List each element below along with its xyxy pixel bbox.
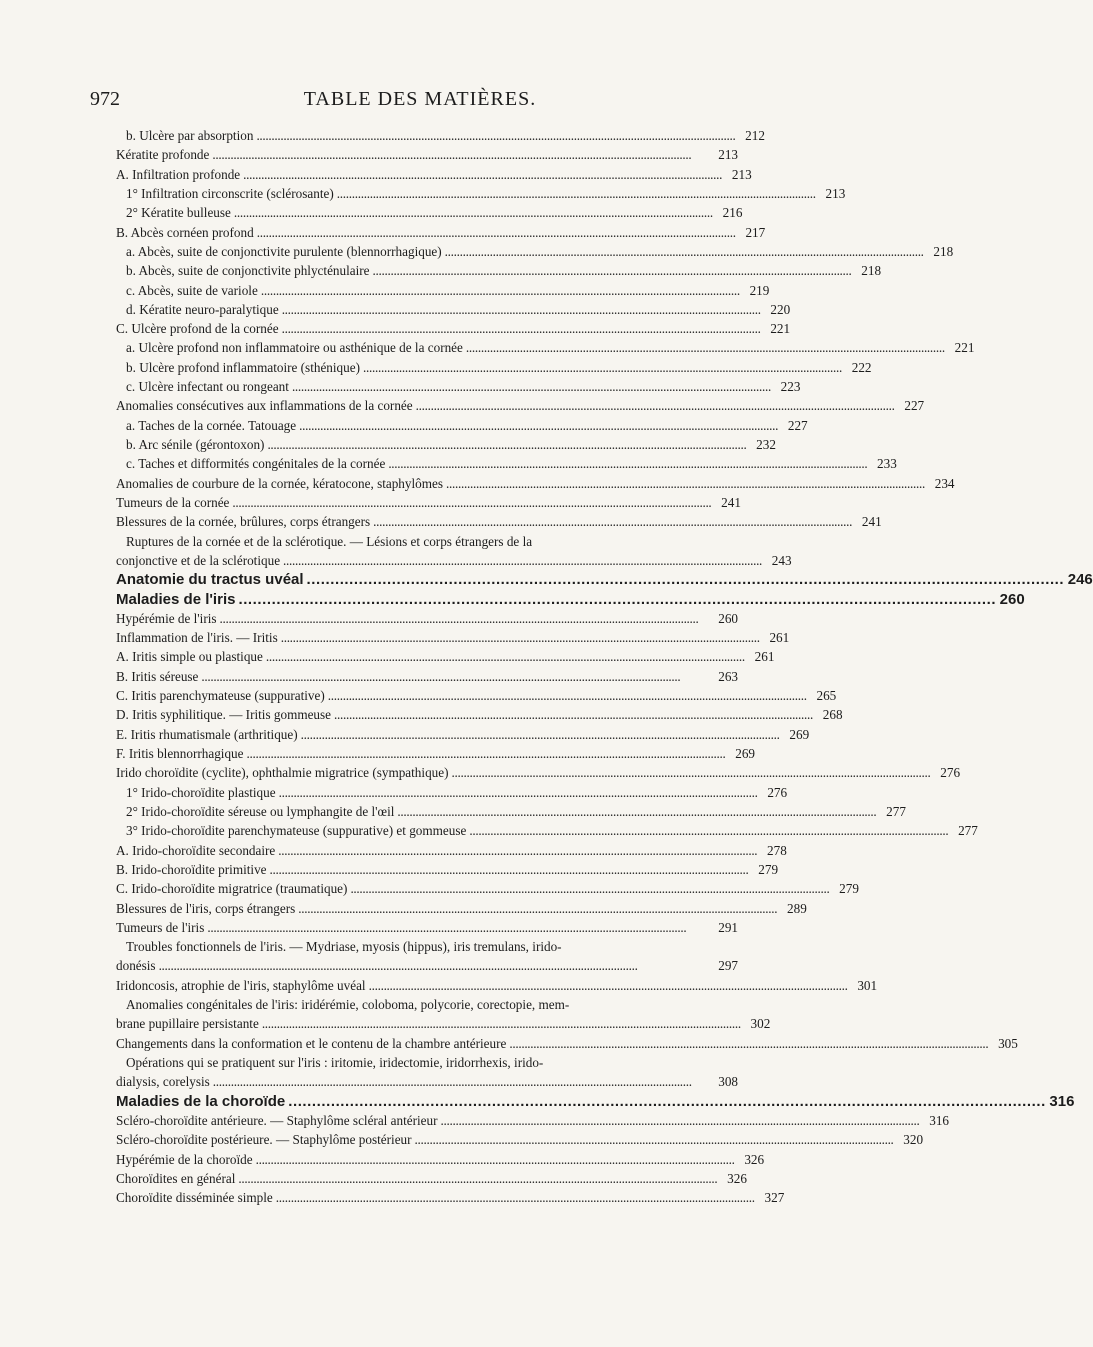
toc-entry-label: Maladies de l'iris [116,590,236,608]
toc-entry [116,281,770,300]
toc-entry-page: 227 [787,417,808,433]
toc-entry [116,145,738,164]
toc-entry-page: 301 [857,977,878,993]
toc-entry-label: Blessures de l'iris, corps étrangers [116,900,296,916]
dot-leader [207,918,707,937]
dot-leader [299,416,777,435]
toc-entry [116,300,791,319]
toc-entry-page: 276 [767,784,788,800]
toc-entry [116,435,776,454]
toc-entry-label: F. Iritis blennorrhagique [116,746,244,761]
toc-entry-label: A. Irido-choroïdite secondaire [116,842,276,858]
toc-entry-page: 260 [999,590,1025,608]
toc-entry-label: a. Taches de la cornée. Tatouage [126,417,297,433]
toc-entry [116,841,787,860]
toc-entry [116,744,756,763]
toc-section-heading [116,1092,1075,1111]
toc-entry-page: 308 [718,1074,738,1090]
dot-leader [159,956,707,975]
toc-entry [116,223,766,242]
toc-entry [116,203,743,222]
toc-entry [116,1072,738,1091]
dot-leader [445,242,923,261]
toc-entry-page: 326 [727,1170,747,1186]
dot-leader [288,1092,1043,1111]
dot-leader [334,705,812,724]
toc-entry-label: Opérations qui se pratiquent sur l'iris : iritomie, iridectomie, iridorrhexis, irido- [126,1055,544,1070]
toc-entry [116,1014,771,1033]
toc-entry-label: Tumeurs de la cornée [116,494,230,510]
toc-entry-label: Hypérémie de l'iris [116,610,217,626]
toc-entry [116,725,810,744]
toc-entry-page: 263 [718,668,738,684]
toc-entry [116,1188,785,1207]
toc-entry-page: 326 [744,1151,765,1167]
dot-leader [350,879,828,898]
toc-entry [116,126,765,145]
toc-entry-page: 302 [750,1016,771,1032]
dot-leader [283,551,761,570]
toc-entry [116,686,837,705]
toc-entry-label: A. Iritis simple ou plastique [116,649,263,665]
dot-leader [232,493,710,512]
dot-leader [415,1130,893,1149]
toc-entry-page: 213 [718,147,738,163]
dot-leader [397,802,875,821]
toc-entry [116,377,801,396]
toc-entry-page: 269 [735,746,756,761]
toc-entry-label: b. Ulcère profond inflammatoire (sthénique) [126,359,360,375]
toc-entry-label: Anomalies de courbure de la cornée, kératocone, staphylômes [116,475,443,491]
toc-entry-page: 227 [904,398,925,414]
toc-entry-label: 1° Infiltration circonscrite (sclérosante) [126,185,334,201]
toc-entry [116,261,882,280]
toc-entry-label: a. Abcès, suite de conjonctivite purulente (blennorrhagique) [126,243,442,259]
toc-entry [116,1150,765,1169]
toc-entry [116,628,790,647]
dot-leader [247,744,725,763]
toc-entry [116,532,738,551]
toc-entry [116,899,807,918]
dot-leader [238,1169,716,1188]
dot-leader [363,358,841,377]
toc-entry-label: c. Abcès, suite de variole [126,282,258,298]
toc-entry [116,705,843,724]
toc-entry [116,821,978,840]
dot-leader [388,454,866,473]
toc-entry-page: 278 [767,842,787,858]
toc-entry-label: 2° Irido-choroïdite séreuse ou lymphangite de l'œil [126,803,395,819]
toc-entry-label: Anomalies congénitales de l'iris: iridérémie, coloboma, polycorie, corectopie, mem- [126,997,570,1013]
toc-entry-label: A. Infiltration profonde [116,166,241,182]
dot-leader [279,783,757,802]
toc-entry [116,647,775,666]
toc-entry-page: 232 [756,437,776,452]
toc-entry-label: b. Ulcère par absorption [126,128,254,143]
toc-entry-label: Changements dans la conformation et le contenu de la chambre antérieure [116,1035,507,1051]
toc-entry [116,802,906,821]
dot-leader [243,165,721,184]
toc-entry [116,396,925,415]
toc-entry-page: 265 [816,688,837,704]
toc-entry-label: a. Ulcère profond non inflammatoire ou asthénique de la cornée [126,340,463,356]
toc-entry-page: 269 [789,726,810,742]
toc-entry-page: 223 [780,379,801,395]
toc-entry-label: donésis [116,958,156,974]
toc-entry-label: Scléro-choroïdite postérieure. — Staphylôme postérieur [116,1132,412,1148]
toc-entry-page: 327 [764,1190,785,1206]
toc-entry-page: 243 [771,552,792,568]
toc-entry-page: 246 [1067,571,1093,589]
toc-entry [116,474,955,493]
dot-leader [201,667,707,686]
dot-leader [282,300,760,319]
toc-entry-page: 261 [769,630,790,646]
dot-leader [278,841,756,860]
dot-leader [262,1014,740,1033]
dot-leader [452,763,930,782]
dot-leader [256,126,734,145]
toc-entry-page: 233 [877,456,897,472]
toc-entry-label: D. Iritis syphilitique. — Iritis gommeuse [116,707,332,723]
toc-entry-page: 260 [718,610,738,626]
toc-entry [116,1053,738,1072]
toc-entry-page: 268 [822,707,843,723]
toc-entry-page: 320 [903,1132,924,1148]
toc-entry-page: 222 [851,359,872,375]
dot-leader [446,474,924,493]
toc-entry-page: 218 [861,263,882,279]
toc-entry-page: 316 [929,1112,950,1128]
toc-entry-page: 241 [861,514,882,530]
toc-entry-label: conjonctive et de la sclérotique [116,552,281,568]
toc-entry-label: Blessures de la cornée, brûlures, corps étrangers [116,514,371,530]
dot-leader [213,1072,707,1091]
dot-leader [373,512,851,531]
toc-entry-label: brane pupillaire persistante [116,1016,259,1032]
toc-entry-label: c. Ulcère infectant ou rongeant [126,379,289,395]
toc-entry-page: 219 [749,282,770,298]
dot-leader [416,396,894,415]
toc-entry [116,358,872,377]
toc-entry-label: B. Irido-choroïdite primitive [116,861,267,877]
dot-leader [282,319,760,338]
toc-entry-label: 2° Kératite bulleuse [126,205,231,221]
toc-entry-label: d. Kératite neuro-paralytique [126,301,279,317]
toc-entry [116,1034,1018,1053]
dot-leader [276,1188,754,1207]
toc-entry-label: C. Ulcère profond de la cornée [116,321,279,337]
toc-entry-label: B. Iritis séreuse [116,668,199,684]
toc-entry-page: 291 [718,919,738,935]
toc-entry-label: dialysis, corelysis [116,1074,210,1090]
toc-entry-label: E. Iritis rhumatismale (arthritique) [116,726,298,742]
toc-entry-label: 1° Irido-choroïdite plastique [126,784,276,800]
dot-leader [509,1034,987,1053]
toc-entry-label: B. Abcès cornéen profond [116,224,254,240]
toc-entry-label: C. Iritis parenchymateuse (suppurative) [116,688,325,704]
toc-entry-page: 276 [940,765,961,781]
dot-leader [373,261,851,280]
toc-section-heading [116,590,1025,609]
toc-entry-label: Choroïdites en général [116,1170,236,1186]
toc-entry-page: 305 [998,1035,1018,1051]
toc-entry-page: 277 [886,803,906,819]
toc-entry [116,493,741,512]
toc-entry [116,184,846,203]
toc-entry-label: C. Irido-choroïdite migratrice (traumatique) [116,881,348,897]
page-number: 972 [90,88,120,110]
toc-entry-page: 316 [1049,1092,1075,1110]
dot-leader [298,899,776,918]
toc-entry-label: Anomalies consécutives aux inflammations de la cornée [116,398,413,414]
toc-entry-label: Scléro-choroïdite antérieure. — Staphylôme scléral antérieur [116,1112,438,1128]
dot-leader [220,609,707,628]
dot-leader [234,203,712,222]
toc-entry [116,454,897,473]
toc-entry-label: Ruptures de la cornée et de la sclérotique. — Lésions et corps étrangers de la [126,533,533,549]
dot-leader [270,860,748,879]
toc-entry [116,956,738,975]
dot-leader [256,1150,734,1169]
dot-leader [441,1111,919,1130]
toc-entry-page: 216 [722,205,743,221]
toc-entry [116,667,738,686]
toc-entry-page: 241 [721,494,741,510]
toc-entry-page: 297 [718,958,738,974]
toc-entry-label: Kératite profonde [116,147,210,163]
toc-entry-page: 218 [933,243,954,259]
dot-leader [261,281,739,300]
dot-leader [212,145,707,164]
toc-entry-page: 279 [839,881,859,897]
toc-entry-page: 213 [825,185,846,201]
running-title: TABLE DES MATIÈRES. [303,88,537,110]
toc-entry-page: 289 [787,900,807,916]
toc-entry [116,763,961,782]
toc-entry-page: 221 [770,321,791,337]
toc-entry-label: Inflammation de l'iris. — Iritis [116,630,278,646]
toc-entry-page: 220 [770,301,791,317]
dot-leader [257,223,735,242]
dot-leader [328,686,806,705]
dot-leader [266,647,744,666]
toc-section-heading [116,570,1093,589]
toc-entry [116,783,788,802]
toc-entry-page: 277 [958,823,978,839]
toc-entry-label: 3° Irido-choroïdite parenchymateuse (suppurative) et gommeuse [126,823,467,839]
toc-entry [116,976,878,995]
toc-entry-label: Irido choroïdite (cyclite), ophthalmie migratrice (sympathique) [116,765,449,781]
toc-entry [116,1111,950,1130]
toc-entry-label: b. Arc sénile (gérontoxon) [126,437,265,452]
toc-entry-label: Tumeurs de l'iris [116,919,205,935]
toc-entry [116,165,752,184]
toc-entry-label: Troubles fonctionnels de l'iris. — Mydriase, myosis (hippus), iris tremulans, irido- [126,939,562,955]
dot-leader [267,435,745,454]
dot-leader [238,590,993,609]
dot-leader [301,725,779,744]
toc-entry [116,860,779,879]
dot-leader [307,570,1062,589]
toc-entry-page: 221 [954,340,975,356]
toc-entry [116,609,738,628]
toc-entry [116,1130,924,1149]
toc-entry-label: Iridoncosis, atrophie de l'iris, staphylôme uvéal [116,977,366,993]
toc-entry-page: 261 [754,649,775,665]
toc-entry [116,242,954,261]
toc-entry [116,416,808,435]
dot-leader [337,184,815,203]
toc-entry-label: Anatomie du tractus uvéal [116,571,304,589]
toc-entry [116,551,792,570]
toc-entry [116,512,882,531]
table-of-contents [116,126,1093,1208]
toc-entry [116,937,738,956]
toc-entry-label: Hypérémie de la choroïde [116,1151,253,1167]
dot-leader [469,821,947,840]
toc-entry-page: 279 [758,861,779,877]
dot-leader [369,976,847,995]
toc-entry-page: 213 [731,166,752,182]
page-header [90,88,750,114]
dot-leader [292,377,770,396]
toc-entry [116,995,738,1014]
toc-entry [116,1169,747,1188]
toc-entry-label: c. Taches et difformités congénitales de la cornée [126,456,386,472]
toc-entry-label: Maladies de la choroïde [116,1092,286,1110]
toc-entry [116,879,859,898]
toc-entry-page: 234 [934,475,955,491]
toc-entry [116,918,738,937]
dot-leader [281,628,759,647]
toc-entry [116,319,791,338]
toc-entry-page: 217 [745,224,766,240]
toc-entry-label: Choroïdite disséminée simple [116,1190,273,1206]
toc-entry [116,338,975,357]
toc-entry-page: 212 [745,128,765,143]
dot-leader [466,338,944,357]
toc-entry-label: b. Abcès, suite de conjonctivite phlycténulaire [126,263,370,279]
